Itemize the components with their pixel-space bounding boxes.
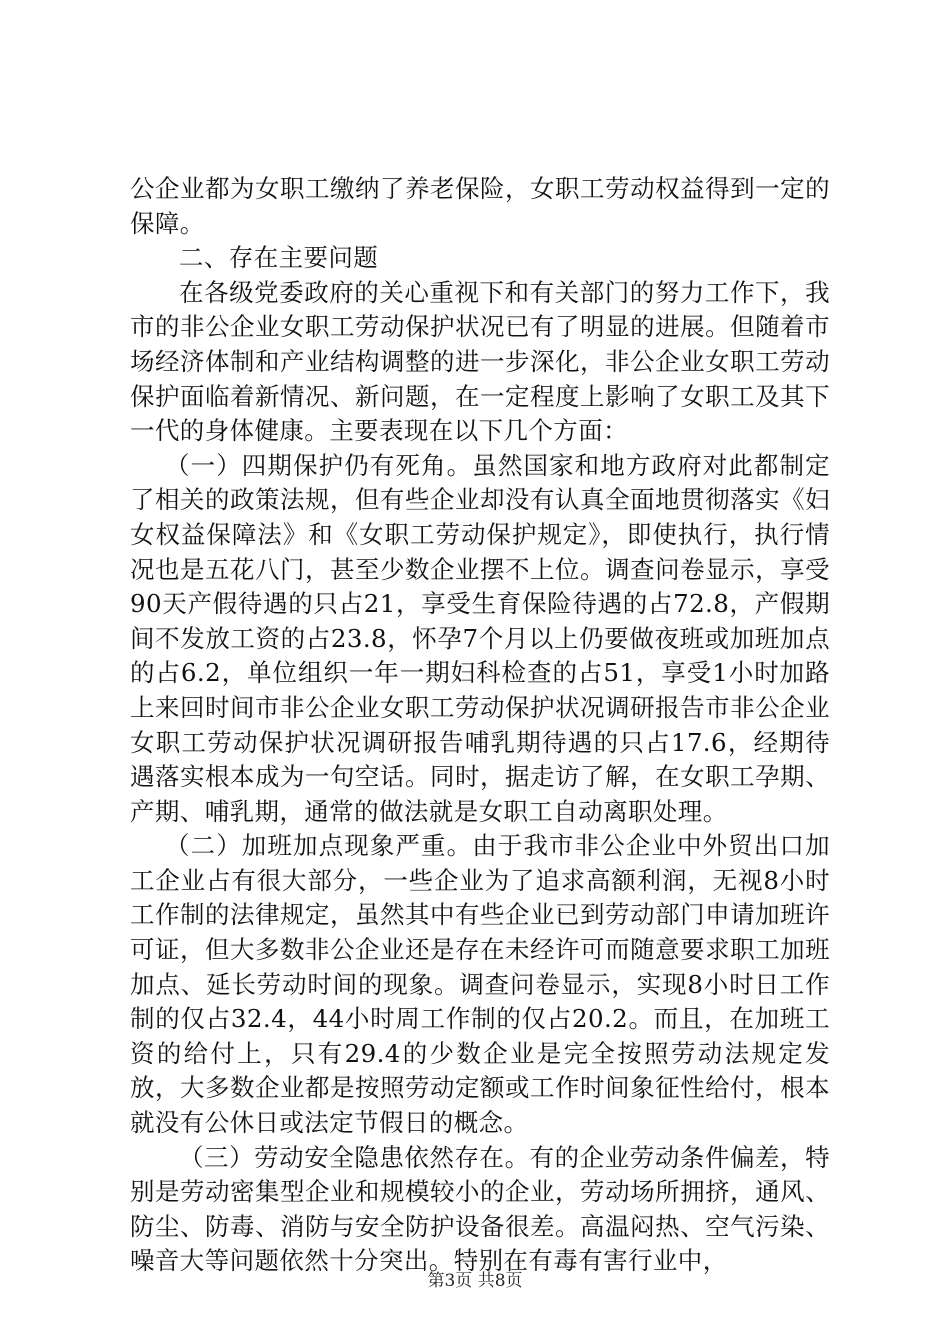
paragraph-item-1: （一）四期保护仍有死角。虽然国家和地方政府对此都制定了相关的政策法规，但有些企业却没有认真全面地贯彻落实《妇女权益保障法》和《女职工劳动保护规定》，即使执行，执行情况也是五花八门，甚至少数企业摆不上位。调查问卷显示，享受90天产假待遇的只占21，享受生育保险待遇的占72.8，产假期间不发放工资的占23.8，怀孕7个月以上仍要做夜班或加班加点的占6.2，单位组织一年一期妇科检查的占51，享受1小时加路上来回时间市非公企业女职工劳动保护状况调研报告市非公企业女职工劳动保护状况调研报告哺乳期待遇的只占17.6，经期待遇落实根本成为一句空话。同时，据走访了解，在女职工孕期、产期、哺乳期，通常的做法就是女职工自动离职处理。 — [130, 450, 830, 826]
paragraph-intro: 在各级党委政府的关心重视下和有关部门的努力工作下，我市的非公企业女职工劳动保护状况已有了明显的进展。但随着市场经济体制和产业结构调整的进一步深化，非公企业女职工劳动保护面临着新情况、新问题，在一定程度上影响了女职工及其下一代的身体健康。主要表现在以下几个方面： — [130, 277, 830, 446]
paragraph-item-2: （二）加班加点现象严重。由于我市非公企业中外贸出口加工企业占有很大部分，一些企业为了追求高额利润，无视8小时工作制的法律规定，虽然其中有些企业已到劳动部门申请加班许可证，但大多数非公企业还是存在未经许可而随意要求职工加班加点、延长劳动时间的现象。调查问卷显示，实现8小时日工作制的仅占32.4，44小时周工作制的仅占20.2。而且，在加班工资的给付上，只有29.4的少数企业是完全按照劳动法规定发放，大多数企业都是按照劳动定额或工作时间象征性给付，根本就没有公休日或法定节假日的概念。 — [130, 831, 830, 1138]
document-body — [130, 172, 830, 1279]
paragraph-item-3: （三）劳动安全隐患依然存在。有的企业劳动条件偏差，特别是劳动密集型企业和规模较小的企业，劳动场所拥挤，通风、防尘、防毒、消防与安全防护设备很差。高温闷热、空气污染、噪音大等问题依然十分突出。特别在有毒有害行业中， — [130, 1142, 830, 1276]
paragraph-continuation: 公企业都为女职工缴纳了养老保险，女职工劳动权益得到一定的保障。 — [130, 174, 830, 238]
page-footer: 第3页 共8页 — [427, 1271, 523, 1291]
section-heading: 二、存在主要问题 — [179, 243, 379, 273]
